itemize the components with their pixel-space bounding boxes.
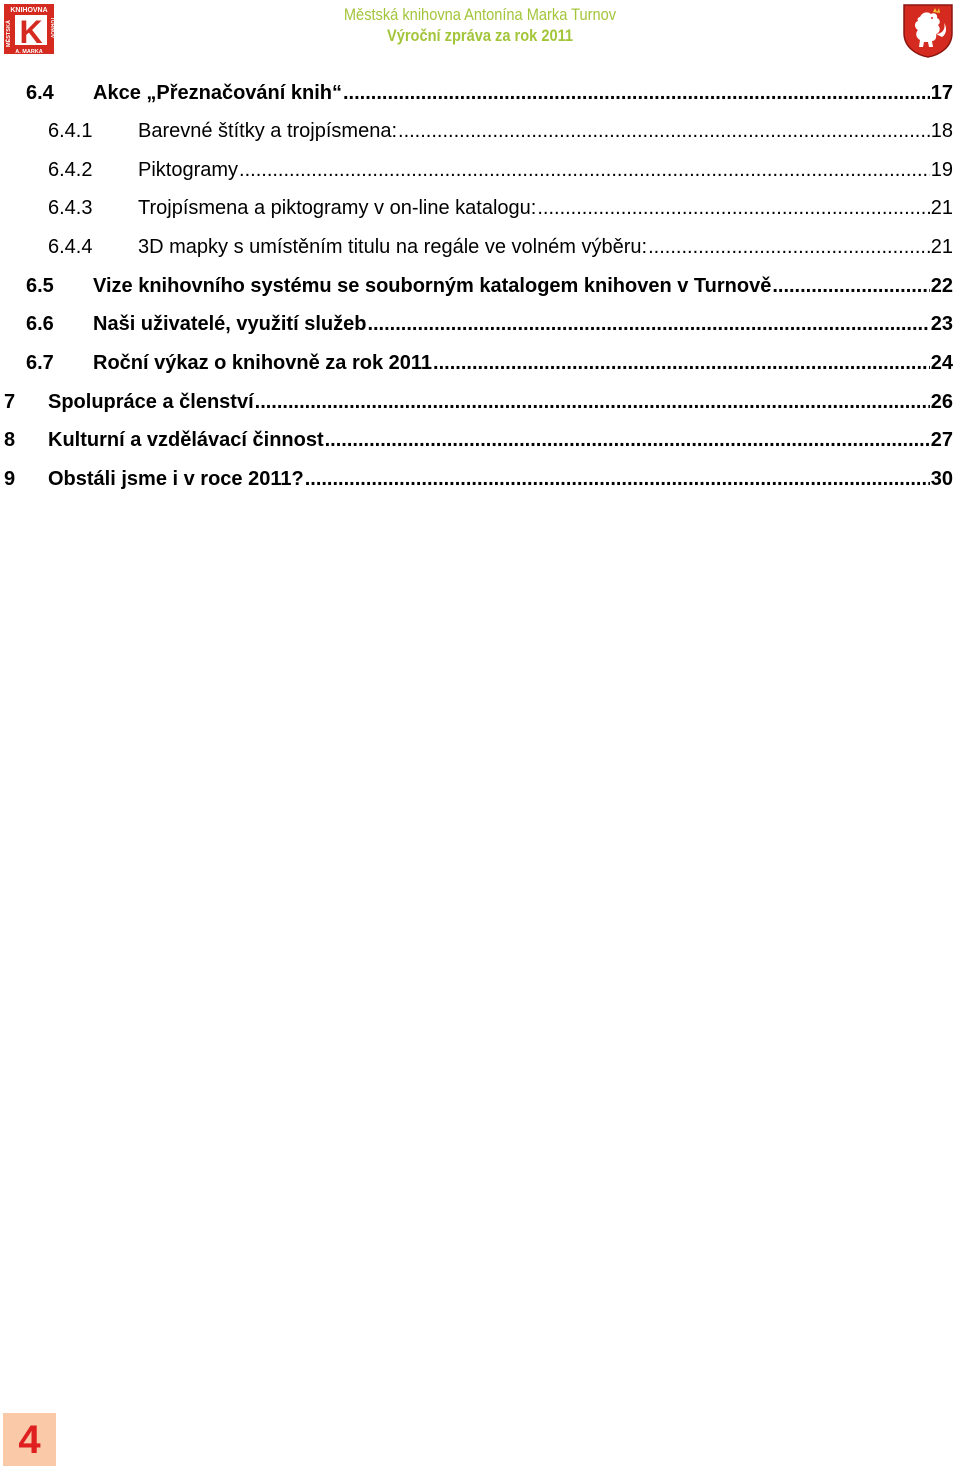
toc-entry-page: 19 bbox=[930, 159, 953, 181]
svg-text:K: K bbox=[19, 14, 43, 50]
toc-entry-number: 6.6 bbox=[26, 313, 54, 335]
toc-entry-6-4[interactable] bbox=[26, 82, 953, 112]
toc-entry-6-4-2[interactable] bbox=[48, 159, 953, 189]
toc-entry-6-4-3[interactable] bbox=[48, 197, 953, 227]
toc-entry-page: 24 bbox=[930, 352, 953, 374]
toc-entry-number: 6.4 bbox=[26, 82, 54, 104]
toc-entry-number: 8 bbox=[4, 429, 16, 451]
toc-entry-title: Kulturní a vzdělávací činnost bbox=[48, 429, 324, 451]
toc-entry-leader bbox=[255, 391, 930, 414]
library-logo-icon bbox=[3, 3, 55, 55]
header-subtitle: Výroční zpráva za rok 2011 bbox=[386, 26, 574, 45]
svg-text:A. MARKA: A. MARKA bbox=[15, 49, 43, 55]
toc-entry-number: 7 bbox=[4, 391, 16, 413]
toc-entry-page: 17 bbox=[930, 82, 953, 104]
toc-entry-number: 6.5 bbox=[26, 275, 54, 297]
toc-entry-title: Obstáli jsme i v roce 2011? bbox=[48, 468, 304, 490]
coat-of-arms-lion-icon bbox=[902, 3, 954, 58]
header-titles bbox=[67, 5, 893, 47]
toc-entry-leader bbox=[367, 313, 929, 336]
page-header bbox=[0, 0, 960, 62]
toc-entry-page: 26 bbox=[930, 391, 953, 413]
toc-entry-6-4-1[interactable] bbox=[48, 120, 953, 150]
toc-entry-6-4-4[interactable] bbox=[48, 236, 953, 266]
svg-text:TURNOV: TURNOV bbox=[49, 17, 55, 39]
toc-entry-number: 6.4.4 bbox=[48, 236, 93, 258]
toc-entry-title: Piktogramy bbox=[138, 159, 239, 181]
toc-entry-leader bbox=[398, 120, 930, 143]
toc-entry-title: 3D mapky s umístěním titulu na regále ve volném výběru: bbox=[138, 236, 648, 258]
toc-entry-leader bbox=[772, 275, 929, 298]
toc-entry-title: Barevné štítky a trojpísmena: bbox=[138, 120, 398, 142]
toc-entry-title: Vize knihovního systému se souborným katalogem knihoven v Turnově bbox=[93, 275, 772, 297]
toc-entry-page: 21 bbox=[930, 236, 953, 258]
toc-entry-leader bbox=[239, 159, 930, 182]
toc-entry-page: 22 bbox=[930, 275, 953, 297]
toc-entry-leader bbox=[648, 236, 930, 259]
toc-entry-number: 6.4.3 bbox=[48, 197, 93, 219]
toc-entry-leader bbox=[325, 429, 930, 452]
toc-entry-number: 6.7 bbox=[26, 352, 54, 374]
toc-entry-9[interactable] bbox=[4, 468, 953, 498]
toc-entry-6-5[interactable] bbox=[26, 275, 953, 305]
toc-entry-page: 23 bbox=[930, 313, 953, 335]
toc-entry-page: 27 bbox=[930, 429, 953, 451]
svg-text:MĚSTSKÁ: MĚSTSKÁ bbox=[6, 20, 12, 47]
toc-entry-page: 21 bbox=[930, 197, 953, 219]
toc-entry-page: 18 bbox=[930, 120, 953, 142]
toc-entry-7[interactable] bbox=[4, 391, 953, 421]
toc-entry-leader bbox=[433, 352, 930, 375]
toc-entry-leader bbox=[343, 82, 930, 105]
toc-entry-title: Trojpísmena a piktogramy v on-line katalogu: bbox=[138, 197, 537, 219]
svg-text:KNIHOVNA: KNIHOVNA bbox=[10, 7, 48, 14]
page-number: 4 bbox=[18, 1417, 41, 1462]
toc-entry-6-7[interactable] bbox=[26, 352, 953, 382]
toc-entry-leader bbox=[537, 197, 929, 220]
toc-entry-title: Naši uživatelé, využití služeb bbox=[93, 313, 367, 335]
page-number-box bbox=[3, 1413, 56, 1466]
toc-entry-title: Spolupráce a členství bbox=[48, 391, 254, 413]
toc-entry-6-6[interactable] bbox=[26, 313, 953, 343]
toc-entry-leader bbox=[305, 468, 930, 491]
toc-entry-number: 6.4.2 bbox=[48, 159, 93, 181]
toc-entry-number: 9 bbox=[4, 468, 16, 490]
header-title: Městská knihovna Antonína Marka Turnov bbox=[343, 5, 617, 24]
toc-entry-title: Akce „Přeznačování knih“ bbox=[93, 82, 342, 104]
toc-entry-8[interactable] bbox=[4, 429, 953, 459]
toc-entry-title: Roční výkaz o knihovně za rok 2011 bbox=[93, 352, 433, 374]
toc-entry-number: 6.4.1 bbox=[48, 120, 93, 142]
toc-entry-page: 30 bbox=[930, 468, 953, 490]
